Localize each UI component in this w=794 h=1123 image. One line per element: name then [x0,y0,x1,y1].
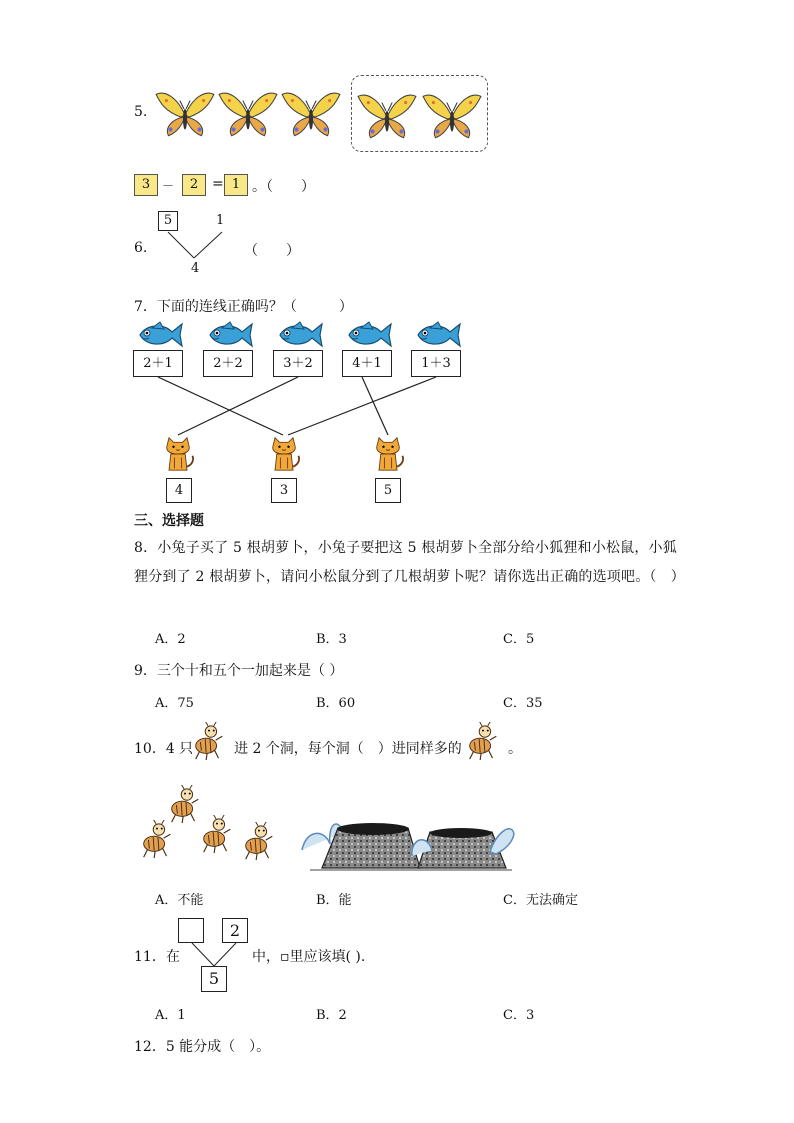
cat-label-box: 5 [375,478,401,503]
q10-part-3: 。 [508,741,522,757]
q12-prompt: 12．5 能分成（ ）。 [134,1039,271,1055]
q10-option-b[interactable]: B．能 [316,893,352,908]
q5-number: 5. [134,104,148,120]
cat-icon [266,434,302,474]
q10-part-1: 10．4 只 [134,741,194,757]
q5-answer-bracket[interactable]: 。（ ） [252,179,315,195]
cat-label-box: 4 [166,478,192,503]
equation-box-a: 3 [134,174,158,196]
cat-icon [160,434,196,474]
equation-box-b: 2 [182,174,206,196]
q8-option-a[interactable]: A．2 [155,632,186,647]
q8-line-1: 8．小兔子买了 5 根胡萝卜，小兔子要把这 5 根胡萝卜全部分给小狐狸和小松鼠，小狐 [134,540,677,556]
q11-decomposition-lines [180,942,250,968]
q9-option-a[interactable]: A．75 [155,696,194,711]
ant-icon [464,722,502,762]
equation-box-c: 1 [224,174,248,196]
q11-option-b[interactable]: B．2 [316,1008,347,1023]
ant-holes-illustration [300,810,520,874]
fish-label-box: 3＋2 [273,350,323,377]
q9-option-b[interactable]: B．60 [316,696,356,711]
q11-option-a[interactable]: A．1 [155,1008,186,1023]
q8-option-b[interactable]: B．3 [316,632,347,647]
q10-part-2: 进 2 个洞，每个洞（ ）进同样多的 [234,741,462,757]
q10-option-a[interactable]: A．不能 [155,893,204,908]
minus-sign: － [162,179,175,193]
section-title: 三、选择题 [134,513,204,529]
q8-option-c[interactable]: C．5 [503,632,535,647]
ant-icon [190,722,228,762]
q9-prompt: 9．三个十和五个一加起来是（ ） [134,663,344,679]
q6-top-left-box: 5 [158,211,178,231]
ant-icon [138,820,176,860]
equals-sign: = [212,176,224,192]
q6-number: 6. [134,240,148,256]
q6-top-right-number: 1 [216,213,225,228]
ant-icon [198,815,236,855]
cat-label-box: 3 [271,478,297,503]
cat-icon [370,434,406,474]
q11-blank-box[interactable] [178,918,204,943]
ant-icon [240,822,278,862]
q11-option-c[interactable]: C．3 [503,1008,535,1023]
fish-label-box: 2＋2 [203,350,253,377]
q6-answer-bracket[interactable]: （ ） [244,243,300,259]
q8-line-2: 狸分到了 2 根胡萝卜，请问小松鼠分到了几根胡萝卜呢？请你选出正确的选项吧。（ ） [134,569,686,585]
fish-label-box: 1＋3 [411,350,461,377]
q7-prompt: 7．下面的连线正确吗？（ ） [134,299,353,315]
q11-prefix: 11．在 [134,949,180,965]
fish-label-box: 2＋1 [133,350,183,377]
q9-option-c[interactable]: C．35 [503,696,543,711]
q11-suffix: 中，▫里应该填( ). [252,949,366,965]
q6-bottom-number: 4 [191,261,200,276]
q11-bottom-box: 5 [201,966,227,992]
fish-label-box: 4＋1 [342,350,392,377]
q11-top-right-box: 2 [222,918,248,943]
q10-option-c[interactable]: C．无法确定 [503,893,578,908]
